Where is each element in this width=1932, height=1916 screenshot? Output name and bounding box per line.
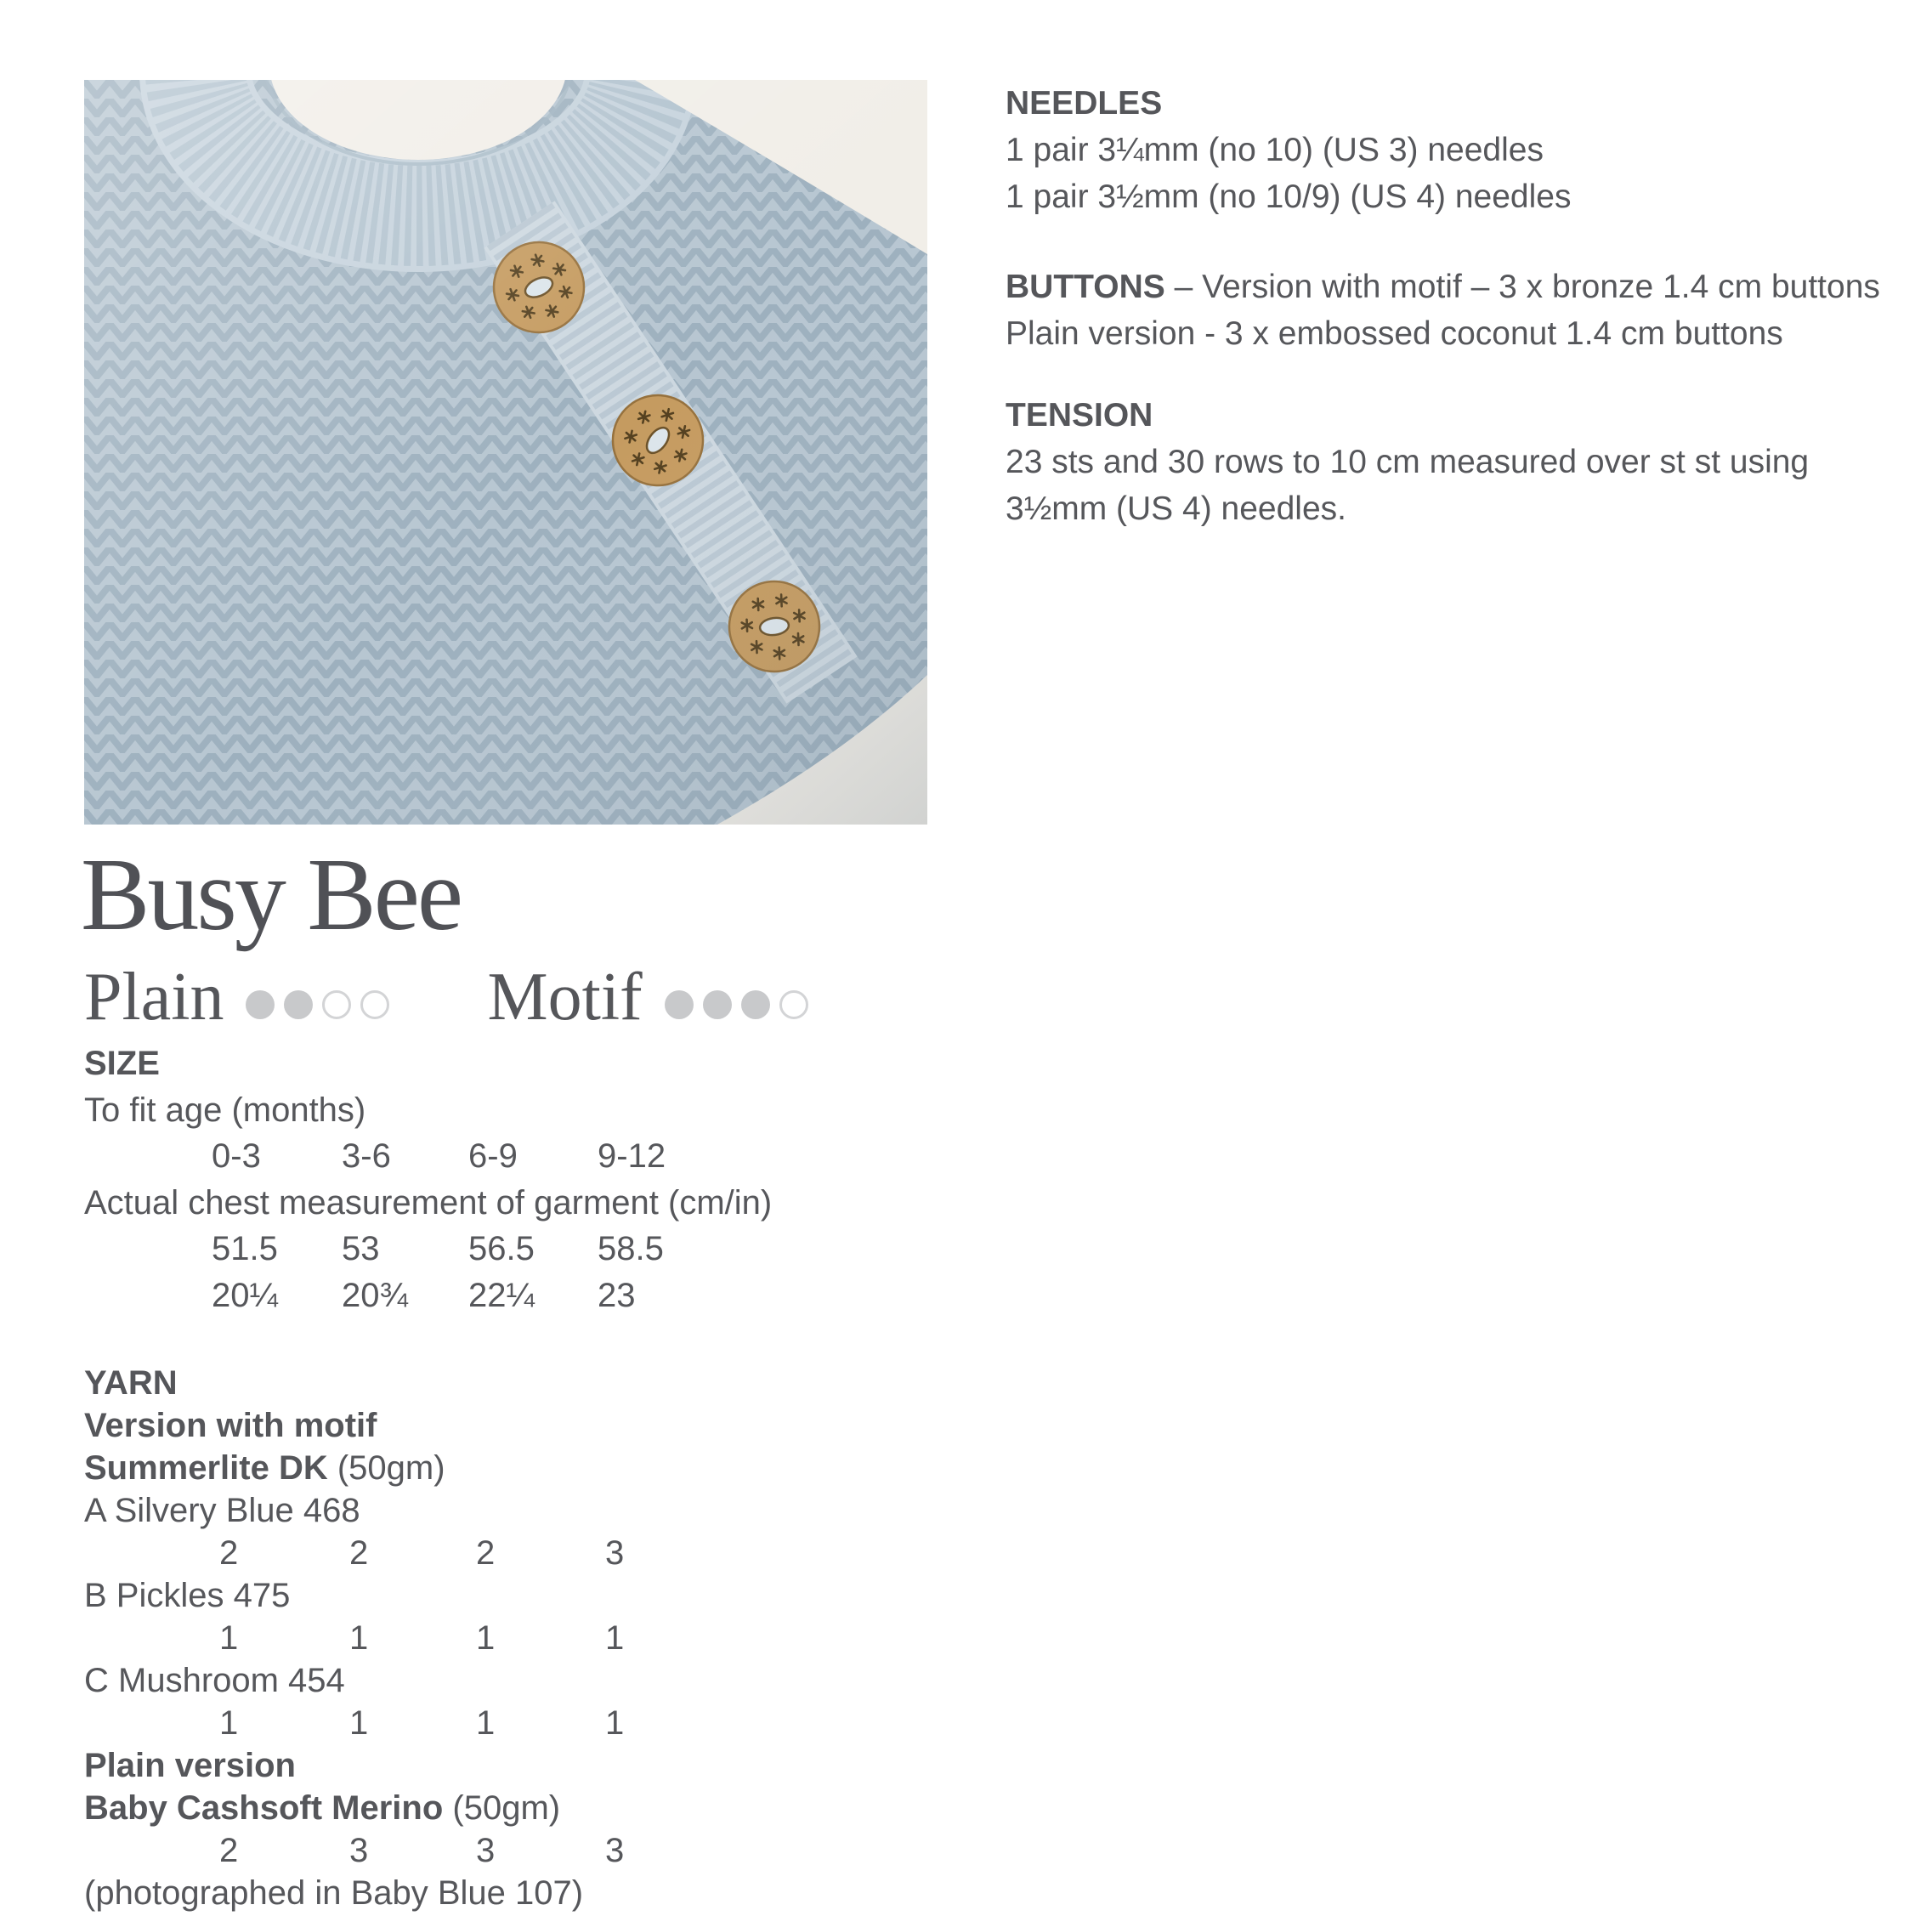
- needles-line-2: 1 pair 3½mm (no 10/9) (US 4) needles: [1006, 179, 1572, 215]
- tension-section: [1006, 392, 1907, 532]
- chest-in-cell: 23: [598, 1276, 636, 1314]
- chest-in-cell: 20¾: [342, 1276, 408, 1314]
- tension-line-2: 3½mm (US 4) needles.: [1006, 490, 1346, 527]
- chest-in-cell: 22¼: [468, 1276, 535, 1314]
- age-cell: 6-9: [468, 1137, 518, 1175]
- motif-yarn-name: Summerlite DK: [84, 1449, 328, 1487]
- size-section: [84, 1040, 934, 1318]
- difficulty-dot: [665, 990, 694, 1019]
- needles-heading: NEEDLES: [1006, 85, 1163, 122]
- difficulty-dot: [703, 990, 732, 1019]
- shade-c-label: C Mushroom 454: [84, 1662, 345, 1699]
- qty-cell: 2: [476, 1534, 496, 1572]
- qty-cell: 1: [605, 1619, 625, 1657]
- sweater-photo: [84, 80, 927, 825]
- motif-dots: [665, 959, 818, 1036]
- chest-cm-row: [212, 1226, 934, 1273]
- difficulty-motif: [487, 959, 817, 1036]
- difficulty-dot: [360, 990, 389, 1019]
- spec-column: [1006, 80, 1907, 532]
- shade-a-qty-row: [212, 1532, 934, 1574]
- plain-qty-row: [212, 1829, 934, 1872]
- chest-cm-cell: 51.5: [212, 1230, 278, 1267]
- plain-yarn-name: Baby Cashsoft Merino: [84, 1789, 444, 1827]
- difficulty-plain: [84, 959, 399, 1036]
- buttons-section: [1006, 264, 1907, 357]
- qty-cell: 1: [476, 1619, 496, 1657]
- shade-a-label: A Silvery Blue 468: [84, 1492, 360, 1529]
- age-row: [212, 1133, 934, 1180]
- motif-label: Motif: [487, 960, 643, 1035]
- buttons-line-1-text: – Version with motif – 3 x bronze 1.4 cm buttons: [1164, 269, 1880, 305]
- qty-cell: 3: [605, 1534, 625, 1572]
- yarn-heading: YARN: [84, 1364, 178, 1402]
- motif-yarn-weight: (50gm): [327, 1449, 445, 1487]
- sweater-photo-illustration: [84, 80, 927, 825]
- size-heading: SIZE: [84, 1045, 160, 1082]
- qty-cell: 2: [349, 1534, 369, 1572]
- difficulty-dot: [322, 990, 351, 1019]
- qty-cell: 1: [349, 1619, 369, 1657]
- qty-cell: 2: [219, 1534, 239, 1572]
- photographed-note: (photographed in Baby Blue 107): [84, 1874, 584, 1912]
- needles-section: [1006, 80, 1907, 220]
- motif-yarn-line: [84, 1447, 934, 1489]
- fit-age-label: To fit age (months): [84, 1091, 366, 1129]
- plain-dots: [246, 959, 399, 1036]
- chest-in-cell: 20¼: [212, 1276, 278, 1314]
- page-title: Busy Bee: [81, 837, 462, 952]
- qty-cell: 2: [219, 1832, 239, 1869]
- yarn-section: [84, 1362, 934, 1914]
- difficulty-row: [84, 959, 818, 1036]
- age-cell: 9-12: [598, 1137, 666, 1175]
- qty-cell: 1: [605, 1704, 625, 1742]
- plain-version-label: Plain version: [84, 1747, 296, 1784]
- age-cell: 3-6: [342, 1137, 391, 1175]
- plain-yarn-line: [84, 1787, 934, 1829]
- shade-c-qty-row: [212, 1702, 934, 1744]
- buttons-line-1: [1006, 264, 1907, 310]
- qty-cell: 3: [605, 1832, 625, 1869]
- difficulty-dot: [246, 990, 275, 1019]
- qty-cell: 1: [219, 1619, 239, 1657]
- qty-cell: 1: [219, 1704, 239, 1742]
- difficulty-dot: [741, 990, 770, 1019]
- chest-cm-cell: 56.5: [468, 1230, 535, 1267]
- age-cell: 0-3: [212, 1137, 261, 1175]
- qty-cell: 1: [476, 1704, 496, 1742]
- tension-line-1: 23 sts and 30 rows to 10 cm measured over st st using: [1006, 444, 1810, 480]
- needles-line-1: 1 pair 3¼mm (no 10) (US 3) needles: [1006, 132, 1544, 168]
- qty-cell: 1: [349, 1704, 369, 1742]
- plain-label: Plain: [84, 960, 224, 1035]
- buttons-heading: BUTTONS: [1006, 269, 1165, 305]
- difficulty-dot: [779, 990, 808, 1019]
- chest-label: Actual chest measurement of garment (cm/in): [84, 1183, 773, 1222]
- chest-cm-cell: 53: [342, 1230, 380, 1267]
- plain-yarn-weight: (50gm): [443, 1789, 561, 1827]
- buttons-line-2: Plain version - 3 x embossed coconut 1.4 cm buttons: [1006, 315, 1783, 352]
- shade-b-label: B Pickles 475: [84, 1577, 291, 1614]
- difficulty-dot: [284, 990, 313, 1019]
- shade-b-qty-row: [212, 1617, 934, 1659]
- chest-cm-cell: 58.5: [598, 1230, 664, 1267]
- qty-cell: 3: [349, 1832, 369, 1869]
- motif-version-label: Version with motif: [84, 1407, 377, 1444]
- qty-cell: 3: [476, 1832, 496, 1869]
- chest-in-row: [212, 1273, 934, 1319]
- tension-heading: TENSION: [1006, 397, 1153, 434]
